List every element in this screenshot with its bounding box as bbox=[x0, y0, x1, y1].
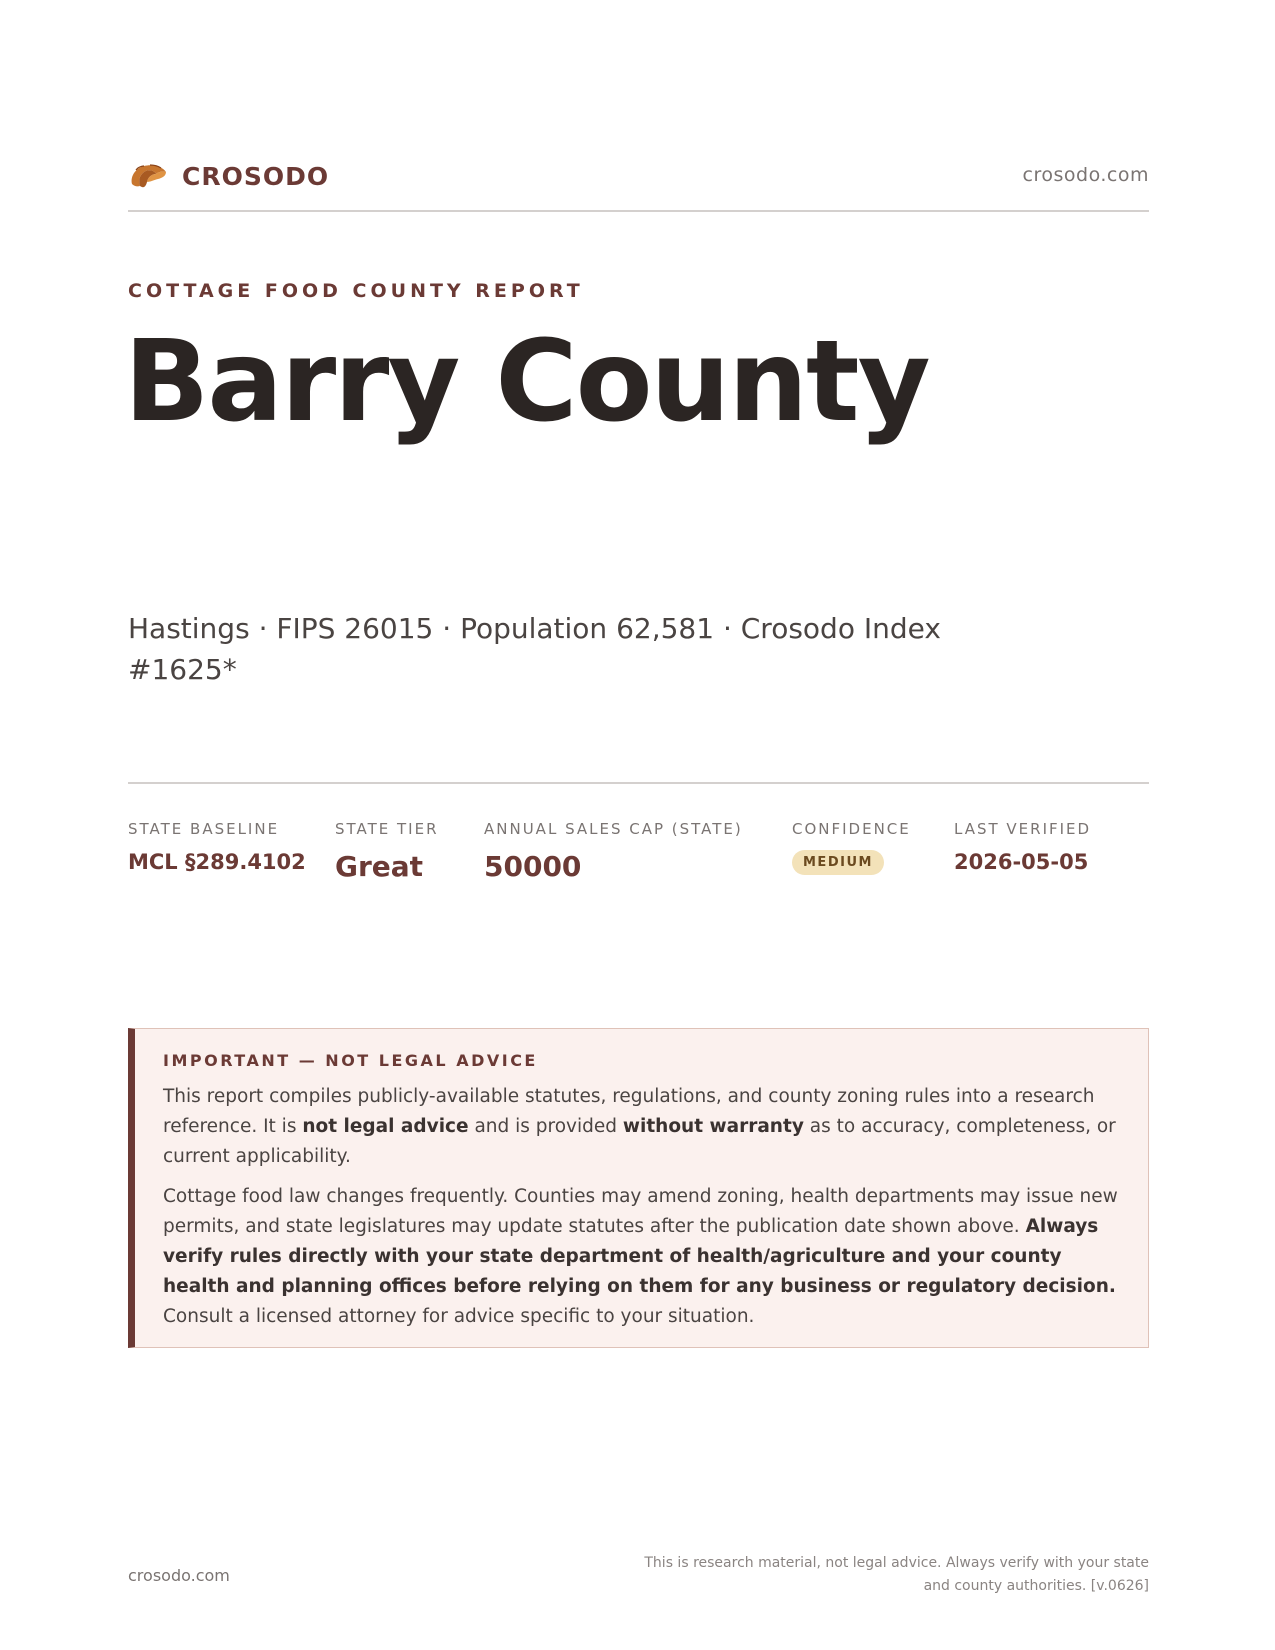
notice-text: as to accuracy, completeness, or current applicability. bbox=[163, 1116, 1116, 1167]
stat-value: 2026-05-05 bbox=[954, 850, 1089, 874]
footer-site-link[interactable]: crosodo.com bbox=[128, 1566, 230, 1585]
notice-emphasis: not legal advice bbox=[302, 1116, 469, 1137]
confidence-badge: MEDIUM bbox=[792, 850, 884, 875]
stats-row bbox=[128, 782, 1149, 883]
notice-text: Consult a licensed attorney for advice specific to your situation. bbox=[163, 1306, 755, 1327]
brand-name: CROSODO bbox=[182, 161, 330, 191]
brand bbox=[128, 158, 329, 194]
page-title: Barry County bbox=[124, 317, 929, 447]
croissant-icon bbox=[128, 158, 168, 194]
stat-state-tier bbox=[335, 820, 439, 883]
notice-paragraph-1 bbox=[163, 1082, 1122, 1172]
notice-paragraph-2 bbox=[163, 1182, 1122, 1332]
report-subtitle: Hastings · FIPS 26015 · Population 62,581 · Crosodo Index #1625* bbox=[128, 612, 941, 686]
stat-value: 50000 bbox=[484, 850, 582, 883]
page-header bbox=[128, 158, 1149, 212]
stat-confidence bbox=[792, 820, 911, 875]
stat-label: STATE TIER bbox=[335, 820, 439, 838]
notice-emphasis: Always verify rules directly with your state department of health/agriculture and your county health and planning offices before relying on them for any business or regulatory decision. bbox=[163, 1216, 1116, 1297]
header-site-link[interactable]: crosodo.com bbox=[1022, 164, 1149, 186]
stat-state-baseline bbox=[128, 820, 306, 874]
report-page bbox=[124, 0, 1149, 1650]
notice-text: and is provided bbox=[468, 1116, 623, 1137]
stat-label: LAST VERIFIED bbox=[954, 820, 1092, 838]
stat-last-verified bbox=[954, 820, 1091, 874]
legal-notice bbox=[128, 1028, 1149, 1348]
stat-label: ANNUAL SALES CAP (STATE) bbox=[484, 820, 743, 838]
notice-title: IMPORTANT — NOT LEGAL ADVICE bbox=[163, 1051, 538, 1070]
stat-label: CONFIDENCE bbox=[792, 820, 911, 838]
stat-label: STATE BASELINE bbox=[128, 820, 280, 838]
notice-emphasis: without warranty bbox=[622, 1116, 804, 1137]
stat-value: Great bbox=[335, 850, 424, 883]
notice-text: This report compiles publicly-available statutes, regulations, and county zoning rules into a research reference. It is bbox=[163, 1086, 1095, 1137]
notice-text: Cottage food law changes frequently. Counties may amend zoning, health departments may issue new permits, and state legislatures may update statutes after the publication date shown above. bbox=[163, 1186, 1118, 1237]
stat-annual-sales-cap bbox=[484, 820, 743, 883]
report-eyebrow: COTTAGE FOOD COUNTY REPORT bbox=[128, 280, 584, 302]
stat-value: MCL §289.4102 bbox=[128, 850, 306, 874]
footer-disclaimer: This is research material, not legal advice. Always verify with your state and county authorities. [v.0626] bbox=[644, 1555, 1149, 1594]
